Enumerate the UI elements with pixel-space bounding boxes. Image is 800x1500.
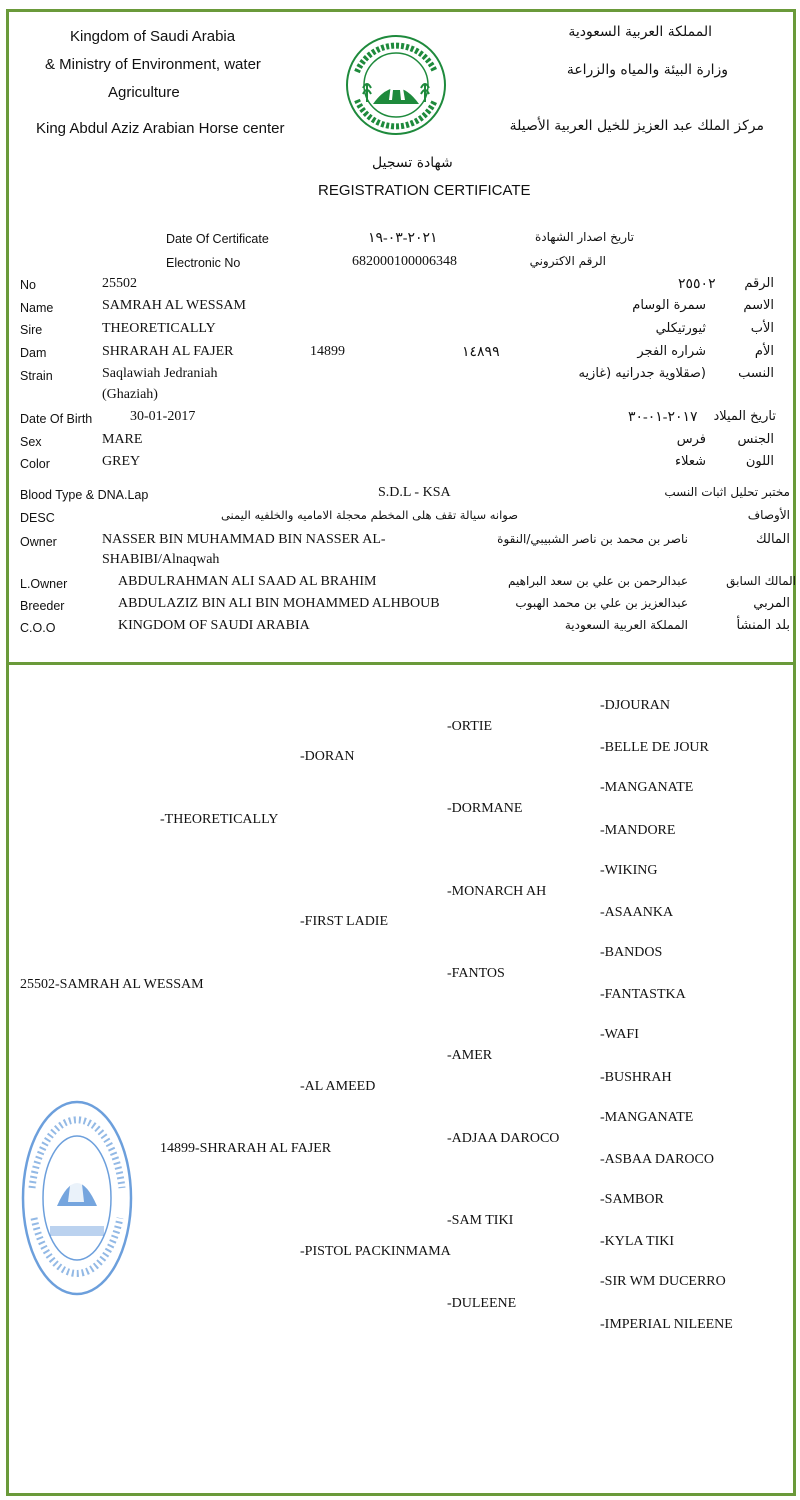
- color-value: GREY: [102, 454, 141, 469]
- electronic-no-value: 682000100006348: [352, 254, 457, 269]
- dob-label: Date Of Birth: [20, 412, 93, 426]
- header-en-line3: Agriculture: [108, 84, 180, 101]
- dam-label-ar: الأم: [754, 344, 774, 359]
- coo-value-ar: المملكة العربية السعودية: [564, 618, 688, 632]
- color-label-ar: اللون: [745, 454, 774, 469]
- dam-number-ar: ١٤٨٩٩: [462, 345, 500, 360]
- electronic-no-label-ar: الرقم الاكتروني: [529, 254, 606, 268]
- pedigree-gen4-item: -MANGANATE: [600, 780, 694, 795]
- no-label: No: [20, 278, 36, 292]
- pedigree-sire: -THEORETICALLY: [160, 812, 279, 827]
- pedigree-gen4-item: -BUSHRAH: [600, 1070, 672, 1085]
- desc-value-ar: صوانه سيالة تقف هلى المخطم محجلة الاماميه والخلفيه اليمنى: [220, 508, 518, 522]
- pedigree-gen4-item: -ASAANKA: [600, 905, 674, 920]
- pedigree-gen4-item: -SIR WM DUCERRO: [600, 1274, 726, 1289]
- pedigree-gen4-item: -ASBAA DAROCO: [600, 1152, 714, 1167]
- blood-type-label: Blood Type & DNA.Lap: [20, 488, 149, 502]
- sire-value-ar: ثيورتيكلي: [655, 321, 706, 336]
- header-en-line2: & Ministry of Environment, water: [45, 56, 261, 73]
- dob-value-ar: ٢٠١٧-٠١-٣٠: [628, 410, 698, 425]
- desc-label: DESC: [20, 511, 55, 525]
- pedigree-gen4-item: -DJOURAN: [600, 698, 670, 713]
- strain-value-ar: (صقلاوية جدرانيه (غازيه: [578, 366, 706, 381]
- owner-label: Owner: [20, 535, 57, 549]
- color-value-ar: شعلاء: [674, 454, 706, 469]
- header-en-center: King Abdul Aziz Arabian Horse center: [36, 120, 285, 137]
- pedigree-gen4-item: -BELLE DE JOUR: [600, 740, 709, 755]
- pedigree-gen3-item: -DULEENE: [447, 1296, 517, 1311]
- name-value-ar: سمرة الوسام: [632, 298, 706, 313]
- pedigree-gen2-item: -AL AMEED: [300, 1079, 376, 1094]
- sire-value: THEORETICALLY: [102, 321, 216, 336]
- blood-type-value: S.D.L - KSA: [378, 485, 451, 500]
- no-value-ar: ٢٥٥٠٢: [678, 277, 716, 292]
- pedigree-dam: 14899-SHRARAH AL FAJER: [160, 1141, 332, 1156]
- pedigree-gen4-item: -BANDOS: [600, 945, 663, 960]
- pedigree-gen4-item: -IMPERIAL NILEENE: [600, 1317, 733, 1332]
- date-of-certificate-label: Date Of Certificate: [166, 232, 269, 246]
- dam-value-ar: شراره الفجر: [637, 344, 706, 359]
- title-en: REGISTRATION CERTIFICATE: [318, 182, 531, 199]
- title-ar: شهادة تسجيل: [372, 155, 453, 171]
- owner-label-ar: المالك: [756, 532, 790, 547]
- strain-label: Strain: [20, 369, 53, 383]
- pedigree-gen3-item: -MONARCH AH: [447, 884, 547, 899]
- coo-value: KINGDOM OF SAUDI ARABIA: [118, 618, 310, 633]
- sex-value: MARE: [102, 432, 143, 447]
- breeder-value-ar: عبدالعزيز بن علي بن محمد الهبوب: [515, 596, 688, 610]
- sex-label-ar: الجنس: [737, 432, 774, 447]
- dam-number: 14899: [310, 344, 345, 359]
- name-value: SAMRAH AL WESSAM: [102, 298, 246, 313]
- header-en-line1: Kingdom of Saudi Arabia: [70, 28, 236, 45]
- no-label-ar: الرقم: [744, 276, 774, 291]
- pedigree-gen4-item: -KYLA TIKI: [600, 1234, 675, 1249]
- header-ar-line1: المملكة العربية السعودية: [568, 24, 712, 40]
- dam-value: SHRARAH AL FAJER: [102, 344, 234, 359]
- pedigree-gen4-item: -MANDORE: [600, 823, 676, 838]
- coo-label: C.O.O: [20, 621, 56, 635]
- pedigree-gen3-item: -SAM TIKI: [447, 1213, 514, 1228]
- strain-label-ar: النسب: [738, 366, 774, 381]
- header-ar-center: مركز الملك عبد العزيز للخيل العربية الأصيلة: [509, 118, 764, 134]
- pedigree-gen3-item: -AMER: [447, 1048, 493, 1063]
- sex-value-ar: فرس: [676, 432, 706, 447]
- owner-value-line1: NASSER BIN MUHAMMAD BIN NASSER AL-: [102, 532, 386, 547]
- name-label: Name: [20, 301, 54, 315]
- header-ar-line2: وزارة البيئة والمياه والزراعة: [566, 62, 728, 78]
- dam-label: Dam: [20, 346, 47, 360]
- date-of-certificate-value: ٢٠٢١-٠٣-١٩: [368, 231, 438, 246]
- date-of-certificate-label-ar: تاريخ اصدار الشهادة: [535, 230, 634, 244]
- pedigree-gen4-item: -WIKING: [600, 863, 658, 878]
- owner-value-ar: ناصر بن محمد بن ناصر الشبيبي/النقوة: [497, 532, 688, 546]
- lowner-label: L.Owner: [20, 577, 68, 591]
- strain-value-line1: Saqlawiah Jedraniah: [102, 366, 218, 381]
- dob-value: 30-01-2017: [130, 409, 196, 424]
- dob-label-ar: تاريخ الميلاد: [713, 409, 776, 424]
- ministry-logo: [343, 22, 449, 148]
- electronic-no-label: Electronic No: [166, 256, 241, 270]
- lowner-value-ar: عبدالرحمن بن علي بن سعد البراهيم: [508, 574, 688, 588]
- breeder-value: ABDULAZIZ BIN ALI BIN MOHAMMED ALHBOUB: [118, 596, 440, 611]
- coo-label-ar: بلد المنشأ: [736, 618, 790, 633]
- sire-label-ar: الأب: [750, 321, 774, 336]
- sex-label: Sex: [20, 435, 42, 449]
- strain-value-line2: (Ghaziah): [102, 387, 158, 402]
- pedigree-gen2-item: -PISTOL PACKINMAMA: [300, 1244, 451, 1259]
- breeder-label-ar: المربي: [753, 596, 790, 611]
- pedigree-subject: 25502-SAMRAH AL WESSAM: [20, 977, 204, 992]
- pedigree-gen2-item: -DORAN: [300, 749, 355, 764]
- registry-stamp: [20, 1098, 134, 1298]
- desc-label-ar: الأوصاف: [747, 508, 790, 522]
- lowner-label-ar: المالك السابق: [726, 574, 796, 588]
- pedigree-gen2-item: -FIRST LADIE: [300, 914, 389, 929]
- pedigree-gen3-item: -ORTIE: [447, 719, 493, 734]
- blood-type-label-ar: مختبر تحليل اثبات النسب: [664, 485, 790, 499]
- pedigree-gen3-item: -FANTOS: [447, 966, 505, 981]
- color-label: Color: [20, 457, 50, 471]
- no-value: 25502: [102, 276, 137, 291]
- owner-value-line2: SHABIBI/Alnaqwah: [102, 552, 220, 567]
- name-label-ar: الاسم: [743, 298, 774, 313]
- lowner-value: ABDULRAHMAN ALI SAAD AL BRAHIM: [118, 574, 377, 589]
- pedigree-gen3-item: -DORMANE: [447, 801, 523, 816]
- pedigree-gen4-item: -FANTASTKA: [600, 987, 686, 1002]
- pedigree-gen4-item: -SAMBOR: [600, 1192, 664, 1207]
- pedigree-gen4-item: -MANGANATE: [600, 1110, 694, 1125]
- breeder-label: Breeder: [20, 599, 65, 613]
- pedigree-gen4-item: -WAFI: [600, 1027, 639, 1042]
- sire-label: Sire: [20, 323, 43, 337]
- pedigree-gen3-item: -ADJAA DAROCO: [447, 1131, 560, 1146]
